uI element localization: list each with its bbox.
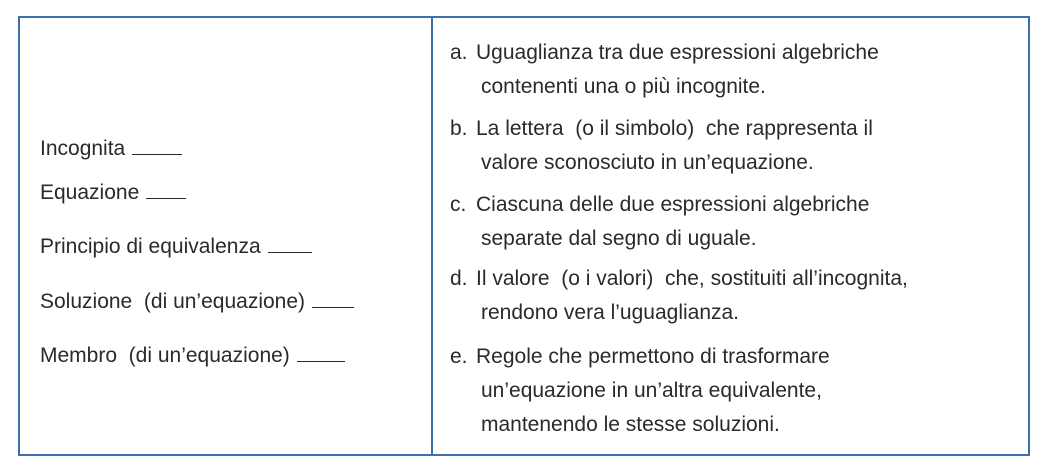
term-equazione bbox=[40, 180, 186, 206]
definition-text: un’equazione in un’altra equivalente, bbox=[481, 379, 822, 402]
term-principio-di-equivalenza bbox=[40, 234, 312, 260]
term-label: Principio di equivalenza bbox=[40, 235, 261, 258]
term-label: Membro (di un’equazione) bbox=[40, 344, 290, 367]
answer-blank[interactable] bbox=[146, 197, 186, 199]
answer-blank[interactable] bbox=[297, 360, 345, 362]
term-membro bbox=[40, 343, 345, 369]
definition-text: La lettera (o il simbolo) che rappresenta il bbox=[476, 117, 873, 140]
definition-text: valore sconosciuto in un’equazione. bbox=[481, 151, 814, 174]
definition-d bbox=[450, 262, 1030, 330]
definition-text: Uguaglianza tra due espressioni algebriche bbox=[476, 41, 879, 64]
definition-text: Regole che permettono di trasformare bbox=[476, 345, 830, 368]
definition-letter: d. bbox=[450, 267, 468, 290]
matching-exercise-box bbox=[18, 16, 1030, 456]
definition-letter: e. bbox=[450, 345, 468, 368]
term-label: Soluzione (di un’equazione) bbox=[40, 290, 306, 313]
definition-text: mantenendo le stesse soluzioni. bbox=[481, 413, 780, 436]
definition-letter: a. bbox=[450, 41, 468, 64]
definition-letter: b. bbox=[450, 117, 468, 140]
definition-text: separate dal segno di uguale. bbox=[481, 227, 757, 250]
definitions-column bbox=[433, 18, 1028, 454]
terms-column bbox=[20, 18, 433, 454]
definition-text: Il valore (o i valori) che, sostituiti all’incognita, bbox=[476, 267, 908, 290]
definition-a bbox=[450, 36, 1030, 104]
term-label: Equazione bbox=[40, 181, 140, 204]
definition-b bbox=[450, 112, 1030, 180]
term-soluzione bbox=[40, 289, 354, 315]
definition-letter: c. bbox=[450, 193, 467, 216]
definition-text: rendono vera l’uguaglianza. bbox=[481, 301, 740, 324]
answer-blank[interactable] bbox=[268, 251, 312, 253]
definition-c bbox=[450, 188, 1030, 256]
definition-e bbox=[450, 340, 1030, 442]
answer-blank[interactable] bbox=[312, 306, 354, 308]
definition-text: Ciascuna delle due espressioni algebriche bbox=[476, 193, 870, 216]
term-label: Incognita bbox=[40, 137, 126, 160]
term-incognita bbox=[40, 136, 182, 162]
answer-blank[interactable] bbox=[132, 153, 182, 155]
definition-text: contenenti una o più incognite. bbox=[481, 75, 766, 98]
